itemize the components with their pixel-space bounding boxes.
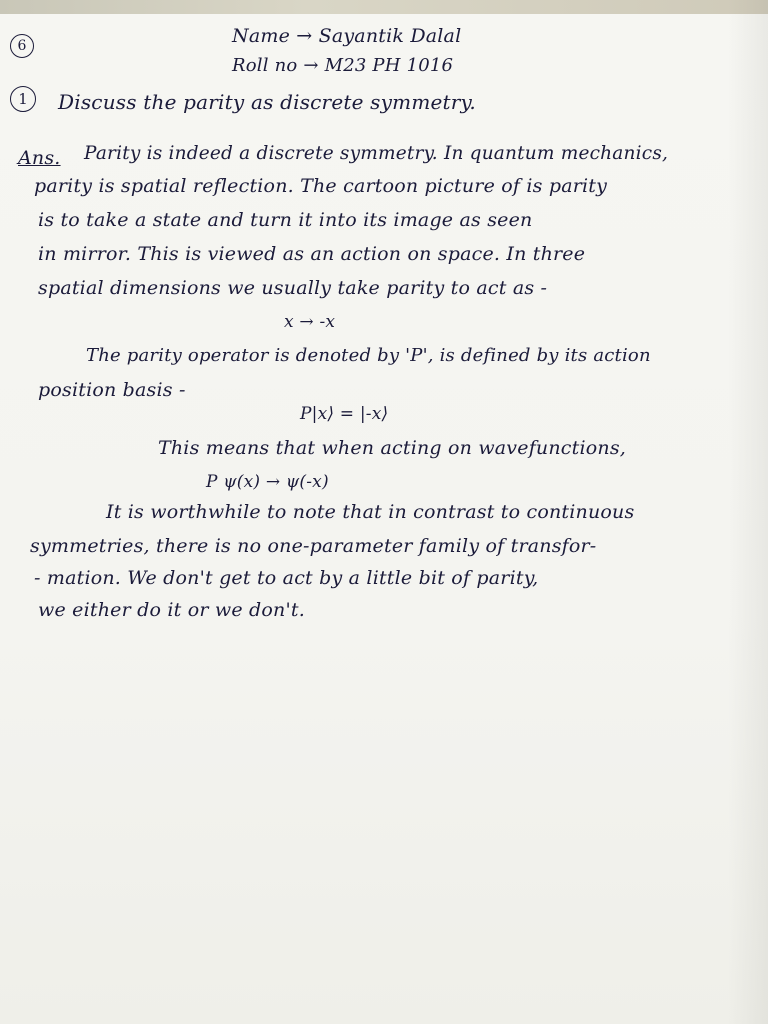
answer-line: symmetries, there is no one-parameter family of transfor- xyxy=(30,535,597,557)
answer-equation: x → -x xyxy=(284,312,336,332)
answer-line: Parity is indeed a discrete symmetry. In quantum mechanics, xyxy=(84,143,669,164)
page-top-edge xyxy=(0,0,768,14)
question-text: Discuss the parity as discrete symmetry. xyxy=(58,90,476,114)
answer-line: position basis - xyxy=(38,379,186,401)
answer-line: in mirror. This is viewed as an action on space. In three xyxy=(38,243,586,265)
answer-label: Ans. xyxy=(18,147,61,169)
answer-equation: P|x⟩ = |-x⟩ xyxy=(300,404,389,424)
page-shadow xyxy=(728,0,768,1024)
answer-line: The parity operator is denoted by 'P', is defined by its action xyxy=(86,345,651,366)
answer-line: is to take a state and turn it into its image as seen xyxy=(38,209,533,231)
answer-equation: P ψ(x) → ψ(-x) xyxy=(206,472,329,492)
roll-number: Roll no → M23 PH 1016 xyxy=(232,55,454,76)
answer-line: This means that when acting on wavefunctions, xyxy=(158,437,627,459)
student-name: Name → Sayantik Dalal xyxy=(232,25,462,47)
answer-line: parity is spatial reflection. The cartoon picture of is parity xyxy=(34,175,608,197)
answer-line: spatial dimensions we usually take parity to act as - xyxy=(38,277,548,299)
page-number: 6 xyxy=(10,34,34,58)
answer-line: It is worthwhile to note that in contrast to continuous xyxy=(106,501,635,523)
answer-line: we either do it or we don't. xyxy=(38,599,305,621)
answer-line: - mation. We don't get to act by a little bit of parity, xyxy=(34,567,539,589)
question-number: 1 xyxy=(10,86,36,112)
